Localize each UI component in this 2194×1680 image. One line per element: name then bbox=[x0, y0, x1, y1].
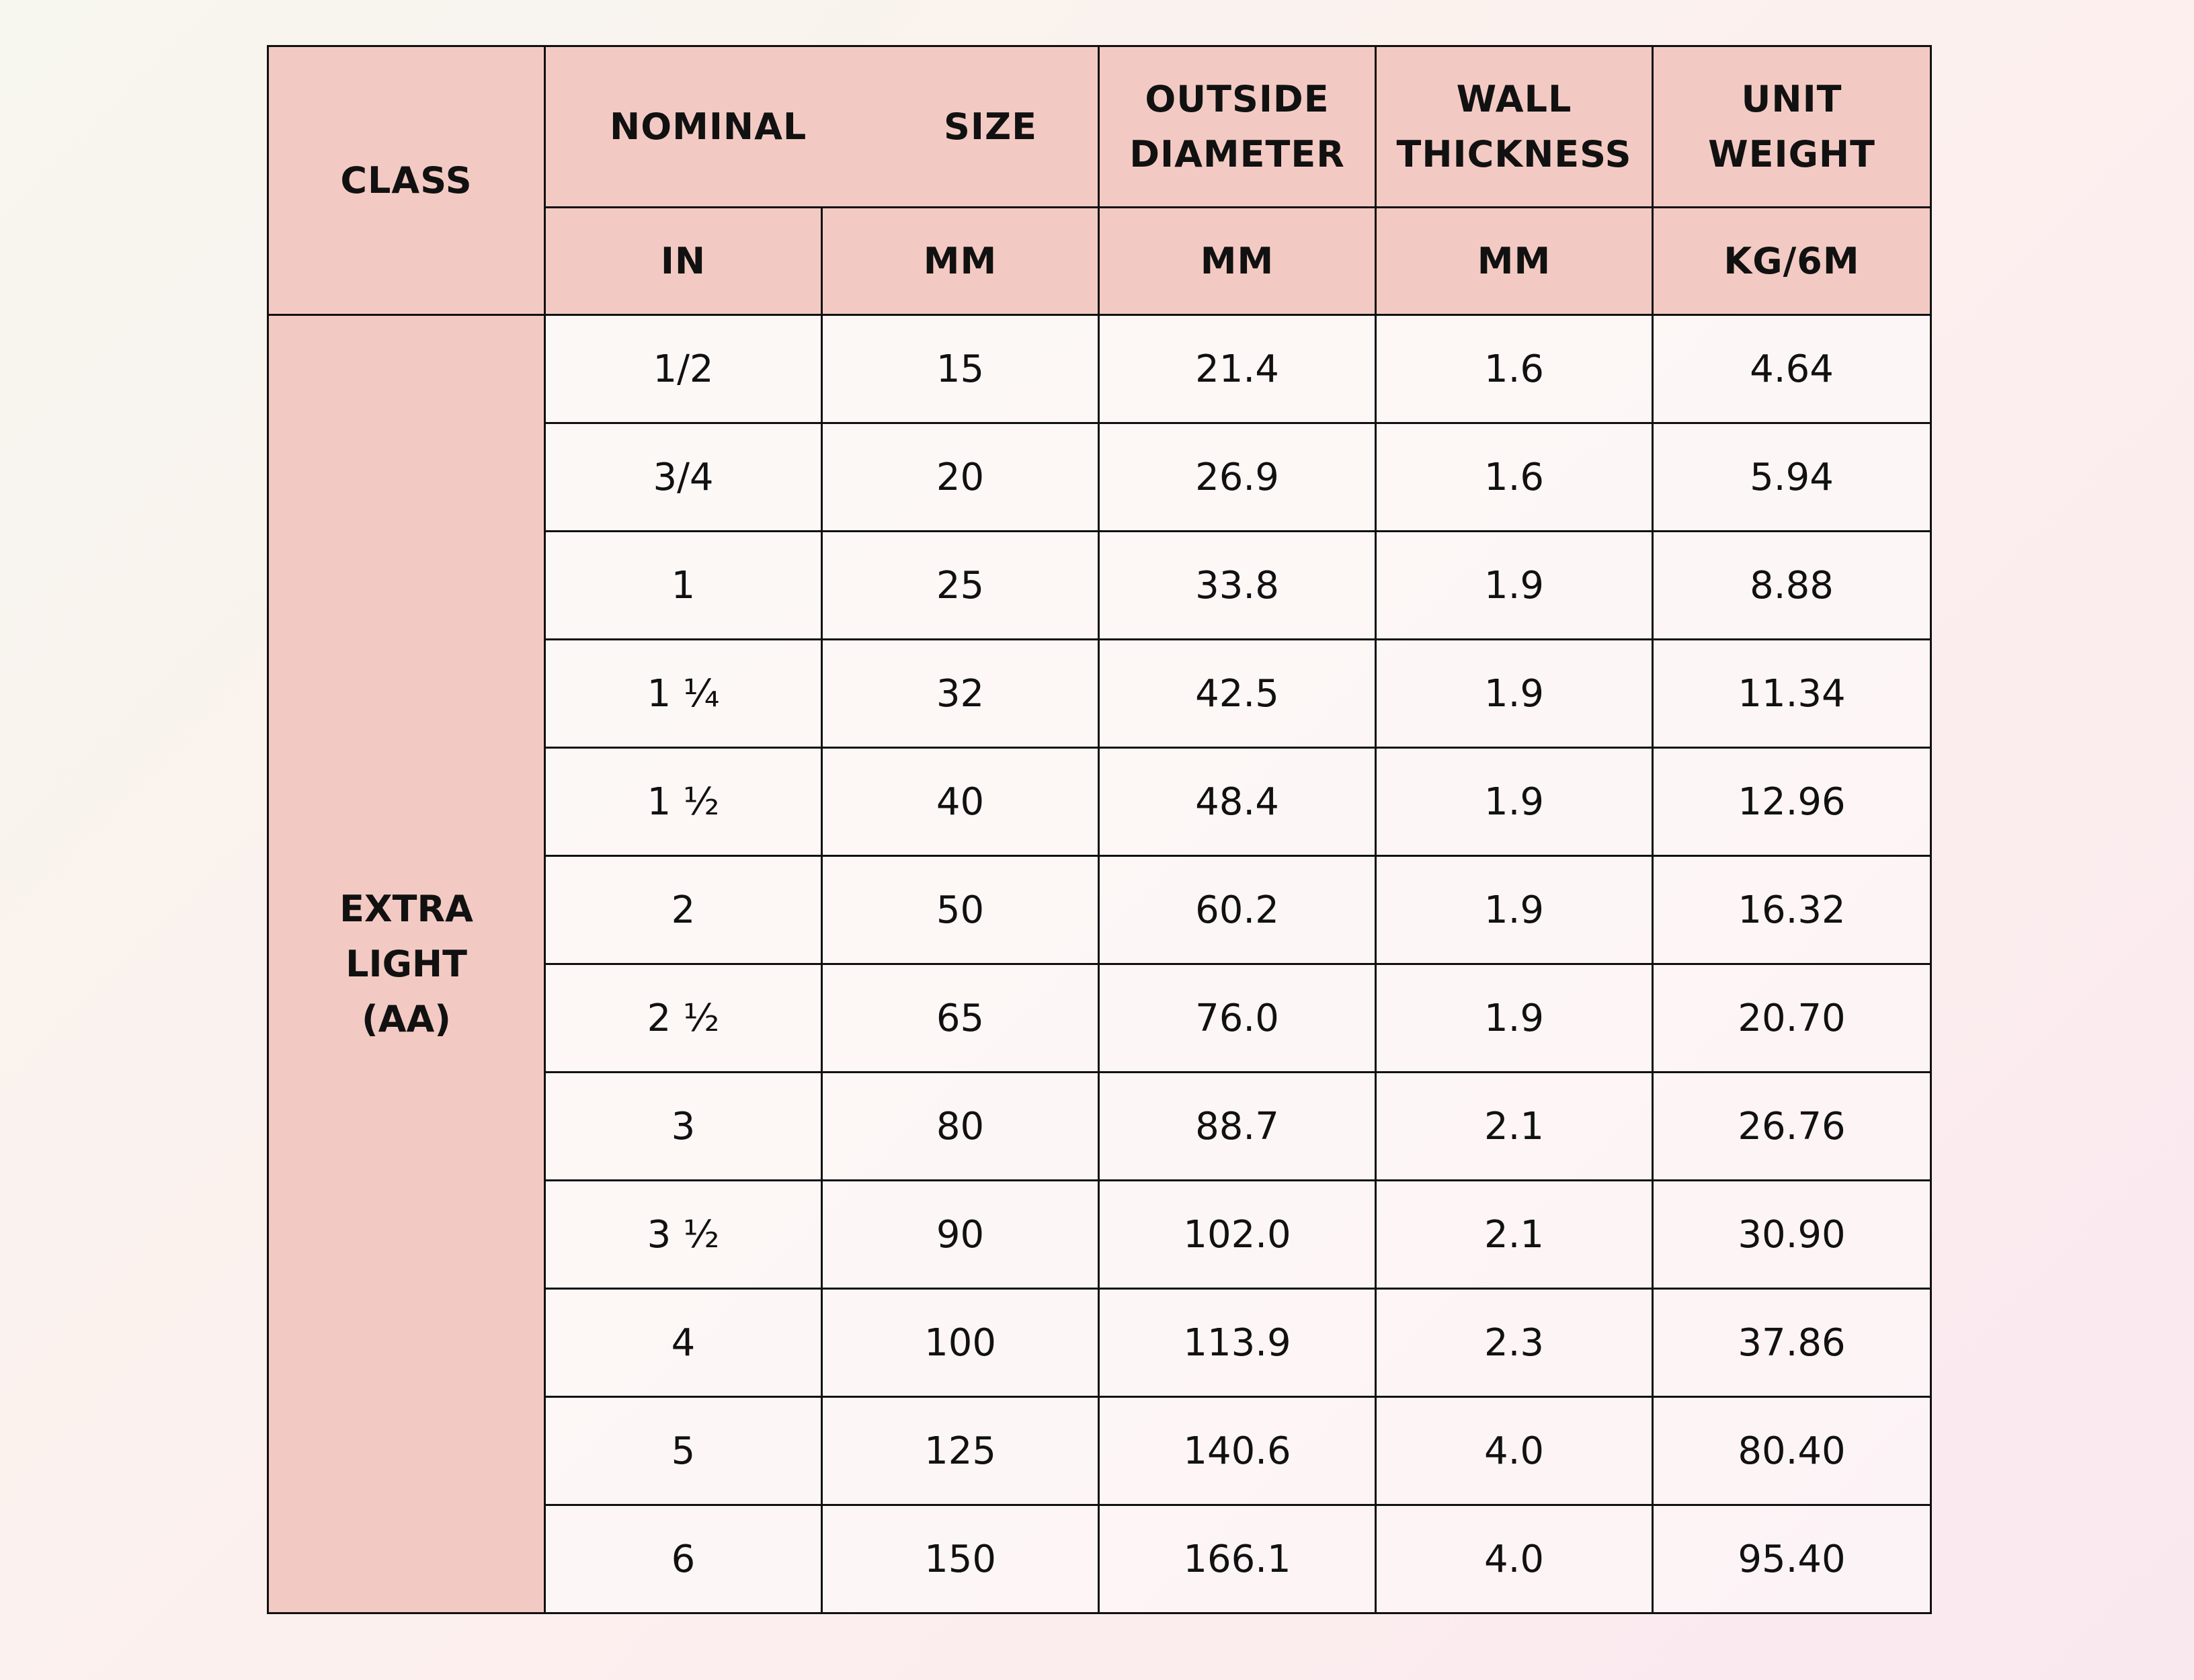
cell-od: 21.4 bbox=[1099, 315, 1376, 423]
class-header-label: CLASS bbox=[340, 159, 473, 202]
cell-mm: 65 bbox=[822, 964, 1099, 1073]
unit-mm-od-header: MM bbox=[1099, 208, 1376, 315]
unit-weight-line1: UNIT bbox=[1741, 77, 1842, 120]
size-header-label: SIZE bbox=[943, 105, 1038, 148]
pipe-spec-table bbox=[267, 45, 1932, 1614]
cell-weight: 26.76 bbox=[1653, 1073, 1931, 1181]
cell-in: 4 bbox=[545, 1289, 822, 1397]
cell-wall: 2.3 bbox=[1376, 1289, 1653, 1397]
cell-od: 26.9 bbox=[1099, 423, 1376, 532]
cell-weight: 80.40 bbox=[1653, 1397, 1931, 1505]
cell-mm: 100 bbox=[822, 1289, 1099, 1397]
cell-wall: 1.9 bbox=[1376, 532, 1653, 640]
cell-in: 1/2 bbox=[545, 315, 822, 423]
cell-od: 48.4 bbox=[1099, 748, 1376, 856]
cell-mm: 15 bbox=[822, 315, 1099, 423]
cell-od: 166.1 bbox=[1099, 1505, 1376, 1613]
wall-thickness-line1: WALL bbox=[1456, 77, 1572, 120]
cell-in: 3 bbox=[545, 1073, 822, 1181]
cell-wall: 1.6 bbox=[1376, 423, 1653, 532]
cell-weight: 37.86 bbox=[1653, 1289, 1931, 1397]
class-label-line3: (AA) bbox=[362, 997, 451, 1040]
cell-wall: 1.9 bbox=[1376, 640, 1653, 748]
unit-weight-line2: WEIGHT bbox=[1708, 132, 1875, 175]
cell-od: 76.0 bbox=[1099, 964, 1376, 1073]
cell-weight: 5.94 bbox=[1653, 423, 1931, 532]
header-row-titles bbox=[268, 46, 1931, 208]
cell-od: 140.6 bbox=[1099, 1397, 1376, 1505]
wall-thickness-header bbox=[1376, 46, 1653, 208]
unit-in-header: IN bbox=[545, 208, 822, 315]
cell-weight: 4.64 bbox=[1653, 315, 1931, 423]
cell-mm: 32 bbox=[822, 640, 1099, 748]
cell-in: 6 bbox=[545, 1505, 822, 1613]
cell-mm: 20 bbox=[822, 423, 1099, 532]
unit-mm-size-header: MM bbox=[822, 208, 1099, 315]
outside-diameter-header bbox=[1099, 46, 1376, 208]
cell-od: 102.0 bbox=[1099, 1181, 1376, 1289]
class-cell-extra-light bbox=[268, 315, 545, 1613]
cell-weight: 8.88 bbox=[1653, 532, 1931, 640]
table-body bbox=[268, 315, 1931, 1613]
cell-weight: 30.90 bbox=[1653, 1181, 1931, 1289]
cell-wall: 4.0 bbox=[1376, 1397, 1653, 1505]
cell-in: 1 ¼ bbox=[545, 640, 822, 748]
cell-weight: 11.34 bbox=[1653, 640, 1931, 748]
unit-weight-kg-header: KG/6M bbox=[1653, 208, 1931, 315]
outside-diameter-line2: DIAMETER bbox=[1129, 132, 1345, 175]
cell-od: 42.5 bbox=[1099, 640, 1376, 748]
cell-in: 1 bbox=[545, 532, 822, 640]
cell-od: 33.8 bbox=[1099, 532, 1376, 640]
class-label-line2: LIGHT bbox=[346, 942, 467, 985]
class-label-line1: EXTRA bbox=[339, 887, 473, 930]
cell-od: 60.2 bbox=[1099, 856, 1376, 964]
cell-weight: 95.40 bbox=[1653, 1505, 1931, 1613]
cell-wall: 1.6 bbox=[1376, 315, 1653, 423]
cell-in: 3/4 bbox=[545, 423, 822, 532]
cell-mm: 50 bbox=[822, 856, 1099, 964]
unit-weight-header bbox=[1653, 46, 1931, 208]
cell-mm: 40 bbox=[822, 748, 1099, 856]
cell-wall: 2.1 bbox=[1376, 1073, 1653, 1181]
cell-mm: 125 bbox=[822, 1397, 1099, 1505]
cell-weight: 12.96 bbox=[1653, 748, 1931, 856]
nominal-header-label: NOMINAL bbox=[610, 105, 807, 148]
cell-in: 2 ½ bbox=[545, 964, 822, 1073]
cell-weight: 20.70 bbox=[1653, 964, 1931, 1073]
cell-in: 3 ½ bbox=[545, 1181, 822, 1289]
cell-od: 88.7 bbox=[1099, 1073, 1376, 1181]
table-row bbox=[268, 315, 1931, 423]
cell-mm: 25 bbox=[822, 532, 1099, 640]
class-header bbox=[268, 46, 545, 315]
cell-wall: 1.9 bbox=[1376, 748, 1653, 856]
cell-wall: 4.0 bbox=[1376, 1505, 1653, 1613]
cell-mm: 150 bbox=[822, 1505, 1099, 1613]
cell-weight: 16.32 bbox=[1653, 856, 1931, 964]
cell-mm: 80 bbox=[822, 1073, 1099, 1181]
cell-in: 5 bbox=[545, 1397, 822, 1505]
cell-in: 1 ½ bbox=[545, 748, 822, 856]
cell-mm: 90 bbox=[822, 1181, 1099, 1289]
outside-diameter-line1: OUTSIDE bbox=[1145, 77, 1330, 120]
cell-wall: 2.1 bbox=[1376, 1181, 1653, 1289]
cell-od: 113.9 bbox=[1099, 1289, 1376, 1397]
cell-wall: 1.9 bbox=[1376, 964, 1653, 1073]
nominal-size-header bbox=[545, 46, 1099, 208]
cell-in: 2 bbox=[545, 856, 822, 964]
unit-mm-wall-header: MM bbox=[1376, 208, 1653, 315]
wall-thickness-line2: THICKNESS bbox=[1396, 132, 1632, 175]
cell-wall: 1.9 bbox=[1376, 856, 1653, 964]
